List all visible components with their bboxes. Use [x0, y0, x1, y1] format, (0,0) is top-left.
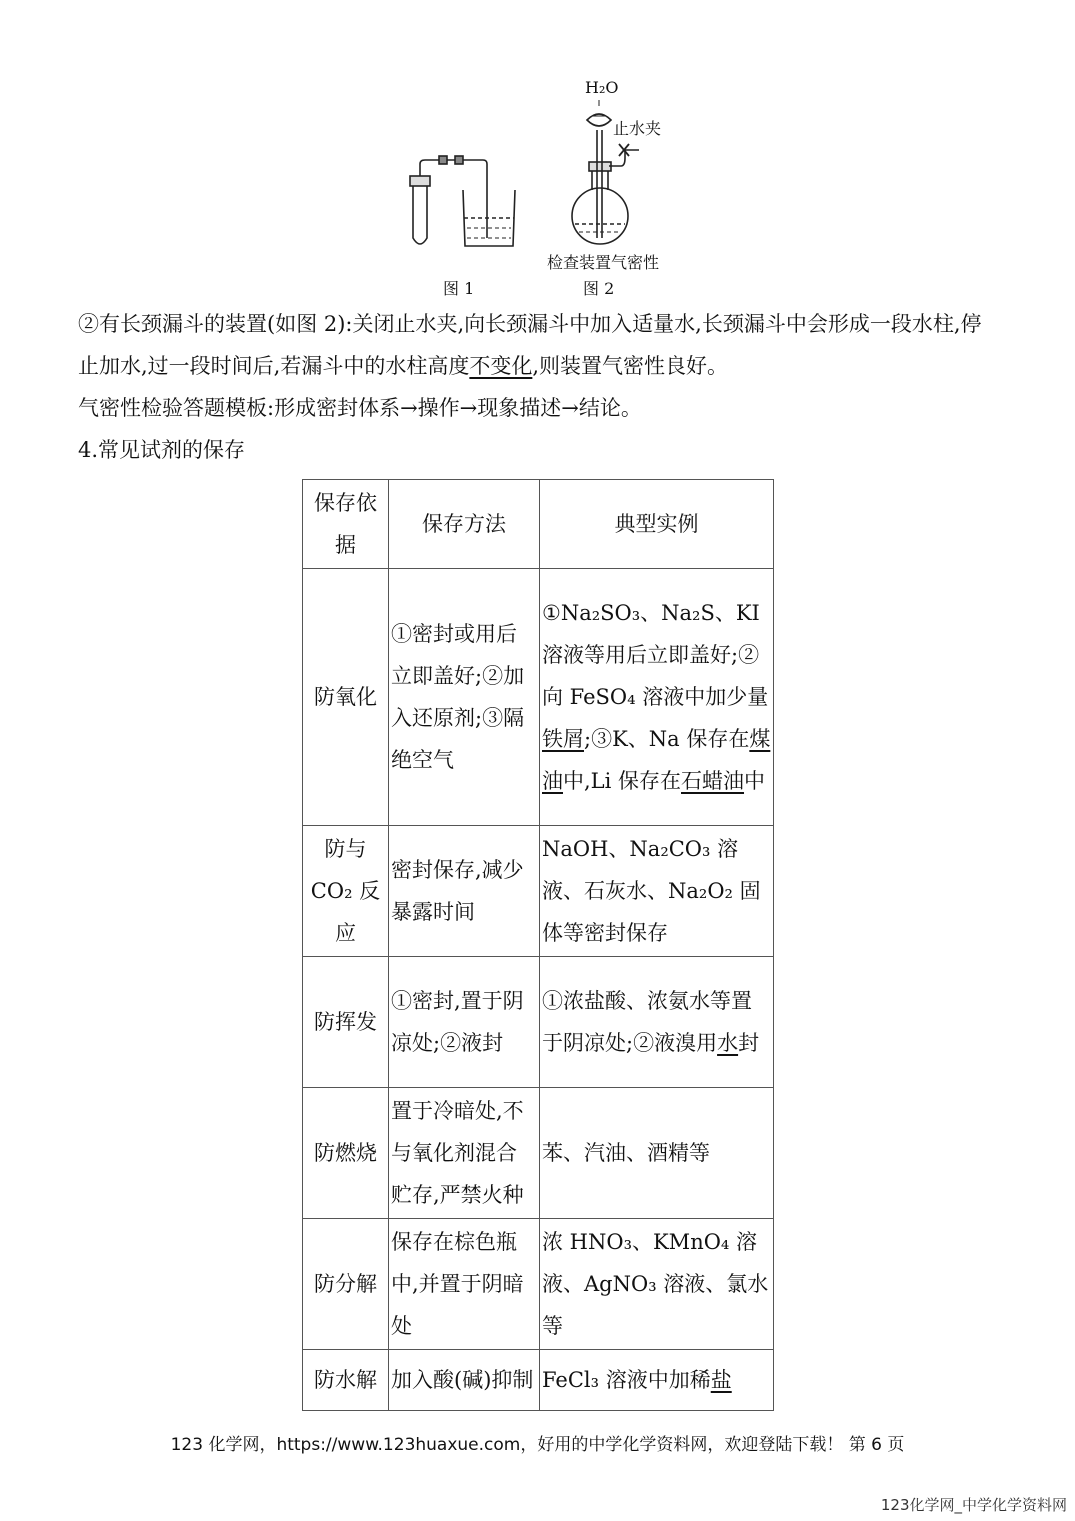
row-method: 保存在棕色瓶中,并置于阴暗处: [389, 1219, 540, 1350]
paragraph-funnel-check: ②有长颈漏斗的装置(如图 2):关闭止水夹,向长颈漏斗中加入适量水,长颈漏斗中会形成一段水柱,停止加水,过一段时间后,若漏斗中的水柱高度不变化,则装置气密性良好。: [78, 312, 982, 378]
row-example: ①浓盐酸、浓氨水等置于阴凉处;②液溴用水封: [540, 957, 774, 1088]
label-clamp: 止水夹: [613, 119, 662, 138]
round-flask: [572, 188, 628, 244]
label-water: H₂O: [585, 78, 619, 97]
row-method: 密封保存,减少暴露时间: [389, 826, 540, 957]
rubber-joint-1: [439, 156, 447, 164]
table-row: [303, 1219, 774, 1350]
connecting-tube: [420, 160, 487, 238]
table-row: [303, 569, 774, 826]
long-neck-funnel: [597, 130, 602, 238]
row-method: ①密封或用后立即盖好;②加入还原剂;③隔绝空气: [389, 569, 540, 826]
table-row: [303, 1350, 774, 1411]
row-basis: 防挥发: [303, 957, 389, 1088]
test-tube: [413, 178, 427, 244]
flask-neck: [592, 170, 608, 190]
row-method: 置于冷暗处,不与氧化剂混合贮存,严禁火种: [389, 1088, 540, 1219]
header-basis: 保存依据: [303, 480, 389, 569]
table-header-row: [303, 480, 774, 569]
row-example: NaOH、Na₂CO₃ 溶液、石灰水、Na₂O₂ 固体等密封保存: [540, 826, 774, 957]
apparatus-figure: [395, 78, 695, 298]
flask-stopper: [589, 162, 611, 171]
site-watermark: 123化学网_中学化学资料网: [880, 1496, 1067, 1514]
row-example: FeCl₃ 溶液中加稀盐: [540, 1350, 774, 1411]
row-example: 苯、汽油、酒精等: [540, 1088, 774, 1219]
table-row: [303, 1088, 774, 1219]
reagent-storage-table: [302, 479, 774, 1411]
section-heading-storage: 4.常见试剂的保存: [78, 438, 246, 462]
row-basis: 防与 CO₂ 反应: [303, 826, 389, 957]
row-basis: 防水解: [303, 1350, 389, 1411]
rubber-joint-2: [455, 156, 463, 164]
row-method: 加入酸(碱)抑制: [389, 1350, 540, 1411]
paragraph-answer-template: 气密性检验答题模板:形成密封体系→操作→现象描述→结论。: [78, 396, 642, 420]
label-check-airtightness: 检查装置气密性: [547, 253, 660, 272]
row-basis: 防分解: [303, 1219, 389, 1350]
label-fig2: 图 2: [583, 279, 615, 298]
side-tube: [609, 150, 639, 166]
row-method: ①密封,置于阴凉处;②液封: [389, 957, 540, 1088]
page-footer: 123 化学网，https://www.123huaxue.com，好用的中学化学资料网，欢迎登陆下载！ 第 6 页: [170, 1435, 905, 1455]
header-example: 典型实例: [540, 480, 774, 569]
row-example: 浓 HNO₃、KMnO₄ 溶液、AgNO₃ 溶液、氯水等: [540, 1219, 774, 1350]
row-basis: 防氧化: [303, 569, 389, 826]
row-example: ①Na₂SO₃、Na₂S、KI 溶液等用后立即盖好;②向 FeSO₄ 溶液中加少量铁屑;③K、Na 保存在煤油中,Li 保存在石蜡油中: [540, 569, 774, 826]
table-row: [303, 957, 774, 1088]
table-row: [303, 826, 774, 957]
test-tube-stopper: [410, 176, 430, 186]
header-method: 保存方法: [389, 480, 540, 569]
row-basis: 防燃烧: [303, 1088, 389, 1219]
label-fig1: 图 1: [443, 279, 475, 298]
